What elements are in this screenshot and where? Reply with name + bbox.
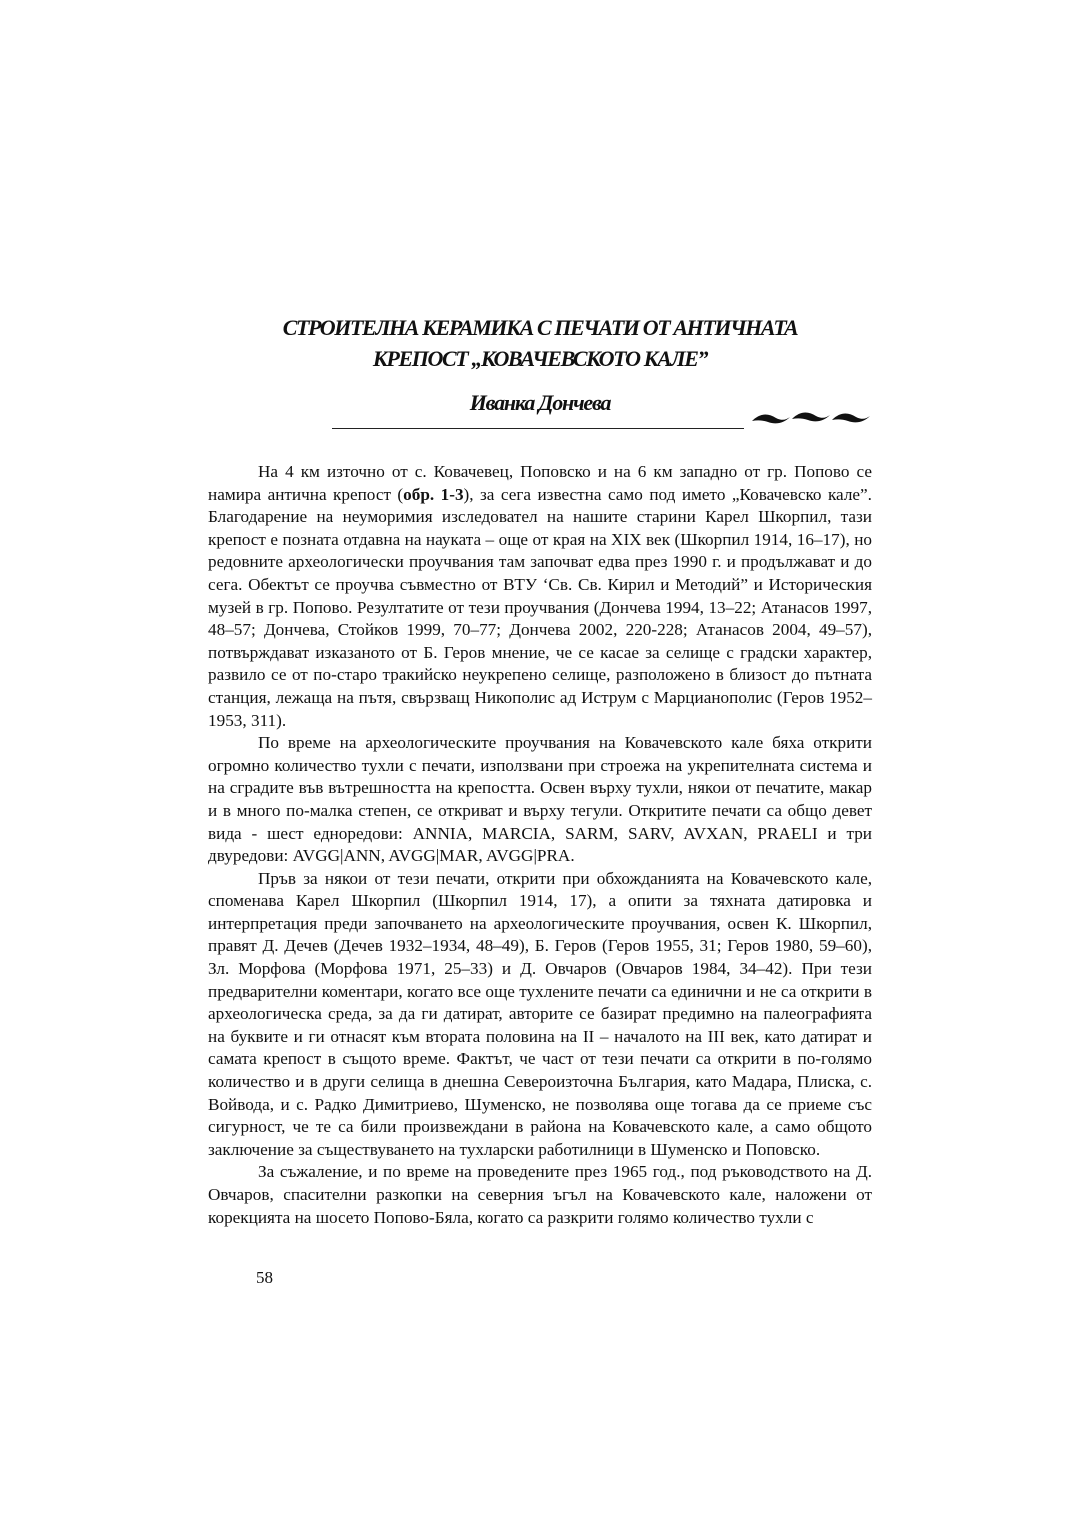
author-underline [332, 428, 744, 429]
paragraph-3: Пръв за някои от тези печати, открити при обхожданията на Ковачевското кале, споменава Карел Шкорпил (Шкорпил 1914, 17), а опити за тяхната датировка и интерпретация преди започването на археологическите проучвания, освен К. Шкорпил, правят Д. Дечев (Дечев 1932–1934, 48–49), Б. Геров (Геров 1955, 31; Геров 1980, 59–60), Зл. Морфова (Морфова 1971, 25–33) и Д. Овчаров (Овчаров 1984, 34–42). При тези предварителни коментари, когато все още тухлените печати са единични и не са открити в археологическа среда, за да ги датират, авторите се базират предимно на палеографията на буквите и ги отнасят към втората половина на II – началото на III век, като датират и самата крепост в същото време. Фактът, че част от тези печати са открити в по-голямо количество и в други селища в днешна Североизточна България, като Мадара, Плиска, с. Войвода, и с. Радко Димитриево, Шуменско, не позволява още тогава да се приеме със сигурност, че те са били произвеждани в района на Ковачевското кале, а само общото заключение за съществуването на тухларски работилници в Шуменско и Поповско. [208, 868, 872, 1159]
paragraph-1-text-b: ), за сега известна само под името „Ковачевско кале”. Благодарение на неуморимия изследовател на нашите старини Карел Шкорпил, тази крепост е позната отдавна на науката – още от края на XIX век (Шкорпил 1914, 16–17), но редовните археологически проучвания там започват едва през 1990 г. и продължават и до сега. Обектът се проучва съвместно от ВТУ ‘Св. Св. Кирил и Методий” и Историческия музей в гр. Попово. Резултатите от тези проучвания (Дончева 1994, 13–22; Атанасов 1997, 48–57; Дончева, Стойков 1999, 70–77; Дончева 2002, 220-228; Атанасов 2004, 49–57), потвърждават изказаното от Б. Геров мнение, че се касае за селище с градски характер, развило се от по-старо тракийско неукрепено селище, разположено в близост до пътната станция, лежаща на пътя, свързващ Никополис ад Иструм с Марцианополис (Геров 1952–1953, 311). [208, 484, 872, 730]
article-body [208, 461, 872, 1229]
title-line-2: КРЕПОСТ „КОВАЧЕВСКОТО КАЛЕ” [372, 346, 708, 371]
author-name: Иванка Дончева [469, 390, 611, 415]
article-title [150, 312, 930, 374]
paragraph-4: За съжаление, и по време на проведените през 1965 год., под ръководството на Д. Овчаров, спасителни разкопки на северния ъгъл на Ковачевското кале, наложени от корекцията на шосето Попово-Бяла, когато са разкрити голямо количество тухли с [208, 1162, 872, 1227]
paragraph-1-text-a: На 4 км източно от с. Ковачевец, Поповско и на 6 км западно от гр. Попово се намира антична крепост ( [208, 462, 872, 504]
figure-reference: обр. 1-3 [403, 484, 464, 504]
page-number: 58 [256, 1268, 273, 1287]
paragraph-2: По време на археологическите проучвания на Ковачевското кале бяха открити огромно количество тухли с печати, използвани при строежа на укрепителната система и на сградите във вътрешността на крепостта. Освен върху тухли, някои от печатите, макар и в много по-малка степен, се откриват и върху тегули. Откритите печати са общо девет вида - шест едноредови: ANNIA, MARCIA, SARM, SARV, AVXAN, PRAELI и три двуредови: AVGG|ANN, AVGG|MAR, AVGG|PRA. [208, 733, 872, 866]
ornament-flourish-icon [750, 407, 872, 429]
title-line-1: СТРОИТЕЛНА КЕРАМИКА С ПЕЧАТИ ОТ АНТИЧНАТА [282, 315, 798, 340]
paragraph-1 [208, 461, 872, 732]
